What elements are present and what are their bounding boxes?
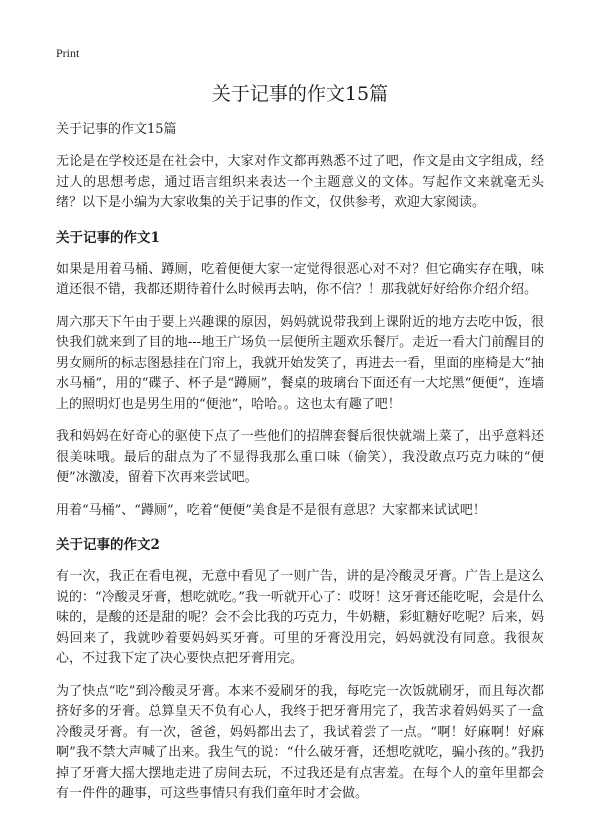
intro-paragraph: 无论是在学校还是在社会中，大家对作文都再熟悉不过了吧，作文是由文字组成，经过人的思想考虑，通过语言组织来表达一个主题意义的文体。写起作文来就毫无头绪？以下是小编为大家收集的关于记事的作文，仅供参考，欢迎大家阅读。 <box>56 154 544 210</box>
section-1-paragraph-3: 我和妈妈在好奇心的驱使下点了一些他们的招牌套餐后很快就端上菜了，出乎意料还很美味哦。最后的甜点为了不显得我那么重口味（偷笑），我没敢点巧克力味的“便便”冰激凌，留着下次再来尝试吧。 <box>56 429 544 485</box>
section-2-paragraph-2: 为了快点“吃”到冷酸灵牙膏。本来不爱刷牙的我，每吃完一次饭就刷牙，而且每次都挤好多的牙膏。总算皇天不负有心人，我终于把牙膏用完了，我苦求着妈妈买了一盒冷酸灵牙膏。有一次，爸爸，妈妈都出去了，我试着尝了一点。“啊！好麻啊！好麻啊”我不禁大声喊了出来。我生气的说：“什么破牙膏，还想吃就吃，骗小孩的。”我扔掉了牙膏大摇大摆地走进了房间去玩，不过我还是有点害羞。在每个人的童年里都会有一件件的趣事，可这些事情只有我们童年时才会做。 <box>56 683 544 801</box>
section-2-paragraph-1: 有一次，我正在看电视，无意中看见了一则广告，讲的是冷酸灵牙膏。广告上是这么说的：“冷酸灵牙膏，想吃就吃。”我一听就开心了：哎呀！这牙膏还能吃呢，会是什么味的，是酸的还是甜的呢？会不会比我的巧克力，牛奶糖，彩虹糖好吃呢？后来，妈妈回来了，我就吵着要妈妈买牙膏。可里的牙膏没用完，妈妈就没有同意。我很灰心，不过我下定了决心要快点把牙膏用完。 <box>56 569 544 666</box>
section-heading-2: 关于记事的作文2 <box>56 537 160 553</box>
page-title: 关于记事的作文15篇 <box>211 83 389 105</box>
section-heading-1: 关于记事的作文1 <box>56 229 160 246</box>
section-1-paragraph-2: 周六那天下午由于要上兴趣课的原因，妈妈就说带我到上课附近的地方去吃中饭，很快我们就来到了目的地---地王广场负一层便所主题欢乐餐厅。走近一看大门前醒目的男女厕所的标志图悬挂在门帘上，我就开始发笑了，再进去一看，里面的座椅是大“抽水马桶”，用的“碟子、杯子是“蹲厕”，餐桌的玻璃台下面还有一大坨黑“便便”，连墙上的照明灯也是男生用的“便池”，哈哈。。这也太有趣了吧！ <box>56 314 544 412</box>
section-1-paragraph-1: 如果是用着马桶、蹲厕，吃着便便大家一定觉得很恶心对不对？但它确实存在哦，味道还很不错，我都还期待着什么时候再去呐，你不信？！那我就好好给你介绍介绍。 <box>56 261 544 297</box>
print-link[interactable]: Print <box>56 46 80 60</box>
section-1-paragraph-4: 用着“马桶”、“蹲厕”，吃着“便便”美食是不是很有意思？大家都来试试吧！ <box>56 502 486 518</box>
subtitle: 关于记事的作文15篇 <box>56 122 177 137</box>
